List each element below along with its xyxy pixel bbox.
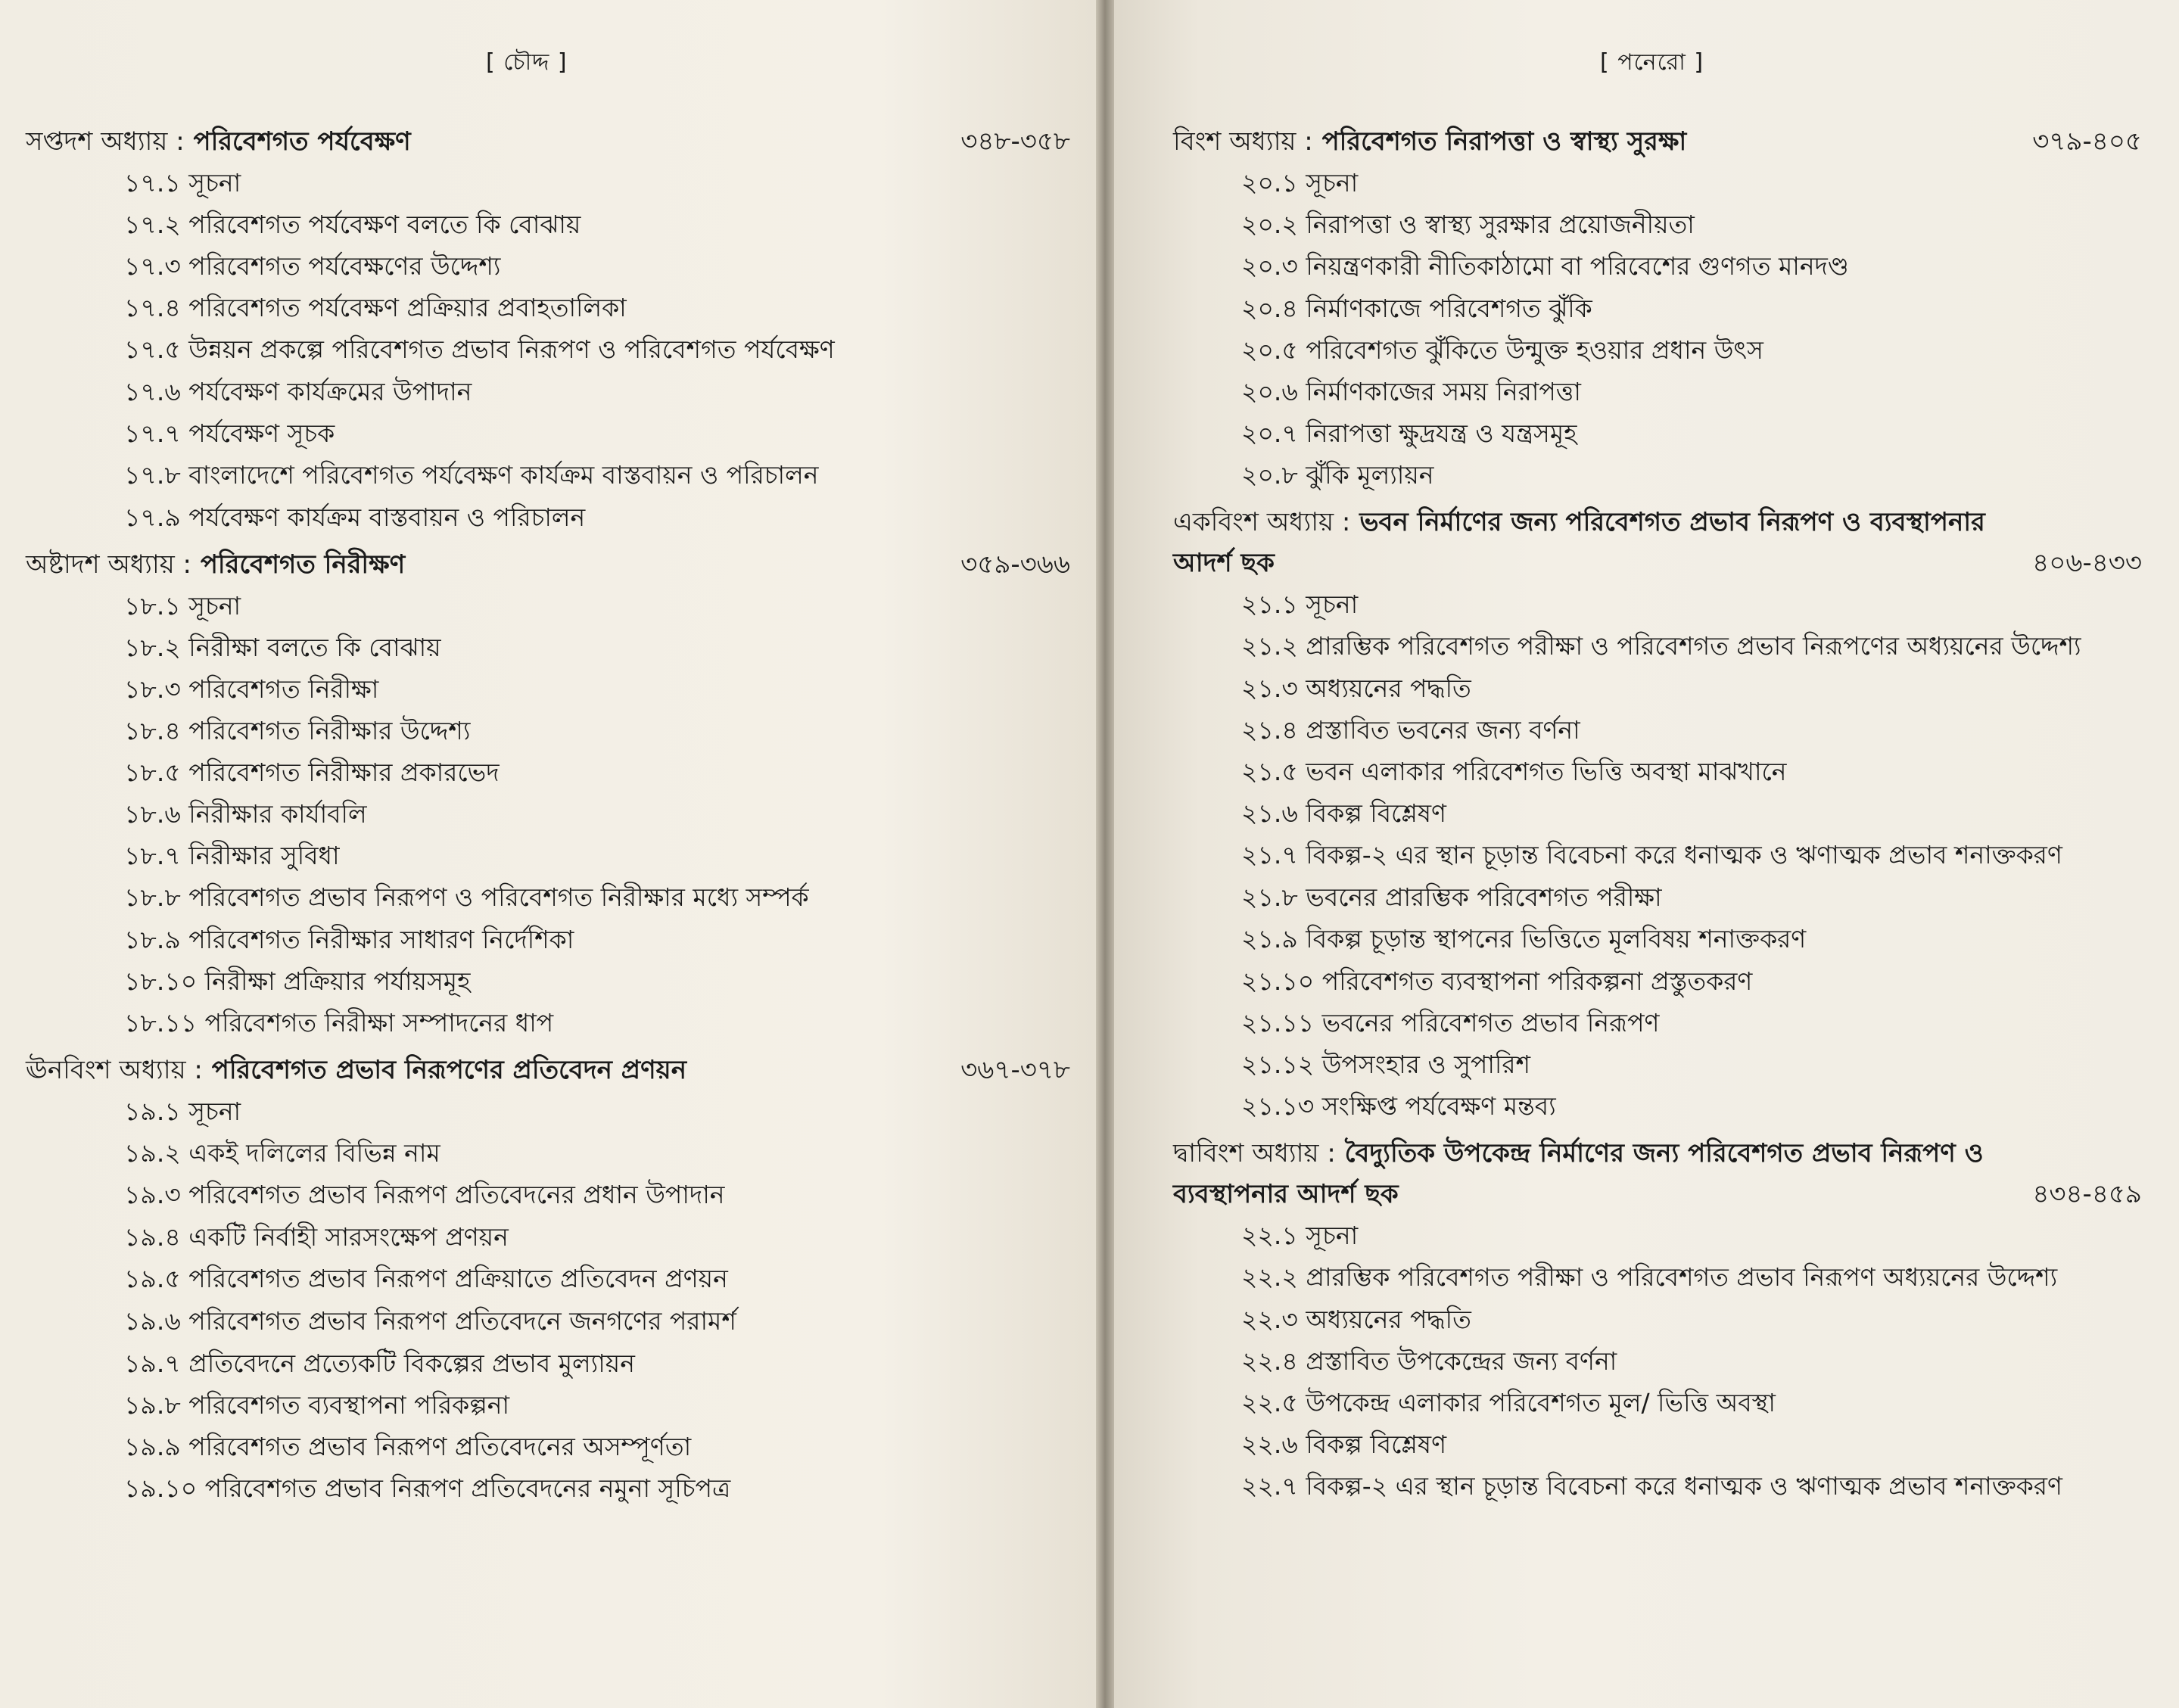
section-item: ২১.৭ বিকল্প-২ এর স্থান চূড়ান্ত বিবেচনা করে ধনাত্মক ও ঋণাত্মক প্রভাব শনাক্তকরণ bbox=[1241, 840, 2062, 870]
chapter-title: পরিবেশগত পর্যবেক্ষণ bbox=[193, 126, 411, 157]
section-item: ১৮.১০ নিরীক্ষা প্রক্রিয়ার পর্যায়সমূহ bbox=[124, 966, 471, 996]
section-item: ১৮.১ সূচনা bbox=[124, 591, 241, 621]
section-item: ২১.১৩ সংক্ষিপ্ত পর্যবেক্ষণ মন্তব্য bbox=[1241, 1091, 1556, 1121]
section-item: ২০.৬ নির্মাণকাজের সময় নিরাপত্তা bbox=[1241, 377, 1581, 406]
section-item: ২২.৪ প্রস্তাবিত উপকেন্দ্রের জন্য বর্ণনা bbox=[1241, 1346, 1617, 1376]
section-item: ১৭.৭ পর্যবেক্ষণ সূচক bbox=[124, 418, 335, 448]
section-item: ১৯.৩ পরিবেশগত প্রভাব নিরূপণ প্রতিবেদনের প্রধান উপাদান bbox=[124, 1180, 725, 1209]
section-list bbox=[26, 1090, 1078, 1510]
section-item: ২১.১২ উপসংহার ও সুপারিশ bbox=[1241, 1050, 1531, 1079]
section-item: ১৯.৯ পরিবেশগত প্রভাব নিরূপণ প্রতিবেদনের অসম্পূর্ণতা bbox=[124, 1432, 692, 1461]
section-item: ১৯.২ একই দলিলের বিভিন্ন নাম bbox=[124, 1138, 440, 1168]
section-item: ২০.৪ নির্মাণকাজে পরিবেশগত ঝুঁকি bbox=[1241, 294, 1592, 323]
section-item: ১৮.৪ পরিবেশগত নিরীক্ষার উদ্দেশ্য bbox=[124, 716, 471, 745]
section-item: ১৮.৮ পরিবেশগত প্রভাব নিরূপণ ও পরিবেশগত নিরীক্ষার মধ্যে সম্পর্ক bbox=[124, 882, 809, 912]
chapter-prefix: ঊনবিংশ অধ্যায় : bbox=[26, 1055, 203, 1085]
section-item: ২০.৩ নিয়ন্ত্রণকারী নীতিকাঠামো বা পরিবেশের গুণগত মানদণ্ড bbox=[1241, 251, 1849, 281]
section-item: ২০.৫ পরিবেশগত ঝুঁকিতে উন্মুক্ত হওয়ার প্রধান উৎস bbox=[1241, 335, 1763, 365]
section-list bbox=[1173, 583, 2149, 1127]
section-item: ২২.১ সূচনা bbox=[1241, 1221, 1359, 1250]
section-list bbox=[1173, 1215, 2149, 1507]
right-page bbox=[1114, 0, 2179, 1708]
section-item: ১৮.৭ নিরীক্ষার সুবিধা bbox=[124, 841, 340, 870]
section-item: ২২.৫ উপকেন্দ্র এলাকার পরিবেশগত মূল/ ভিত্তি অবস্থা bbox=[1241, 1388, 1776, 1417]
chapter-heading bbox=[26, 544, 1078, 585]
chapter-title: পরিবেশগত নিরীক্ষণ bbox=[200, 549, 406, 580]
section-item: ১৮.৬ নিরীক্ষার কার্যাবলি bbox=[124, 799, 367, 829]
chapter-entry bbox=[1173, 121, 2149, 496]
table-of-contents bbox=[26, 121, 1078, 1516]
section-item: ১৮.৩ পরিবেশগত নিরীক্ষা bbox=[124, 674, 379, 704]
section-item: ১৭.১ সূচনা bbox=[124, 168, 241, 198]
section-item: ১৯.৫ পরিবেশগত প্রভাব নিরূপণ প্রক্রিয়াতে প্রতিবেদন প্রণয়ন bbox=[124, 1264, 728, 1293]
section-item: ১৯.১ সূচনা bbox=[124, 1097, 241, 1126]
chapter-entry bbox=[26, 121, 1078, 538]
chapter-entry bbox=[26, 544, 1078, 1044]
page-number: [ চৌদ্দ ] bbox=[486, 49, 568, 76]
section-item: ২০.৮ ঝুঁকি মূল্যায়ন bbox=[1241, 460, 1434, 490]
section-item: ২২.২ প্রারম্ভিক পরিবেশগত পরীক্ষা ও পরিবেশগত প্রভাব নিরূপণ অধ্যয়নের উদ্দেশ্য bbox=[1241, 1262, 2058, 1292]
table-of-contents bbox=[1173, 121, 2149, 1514]
chapter-title: ভবন নির্মাণের জন্য পরিবেশগত প্রভাব নিরূপণ ও ব্যবস্থাপনার আদর্শ ছক bbox=[1173, 507, 1985, 578]
section-item: ১৯.৪ একটি নির্বাহী সারসংক্ষেপ প্রণয়ন bbox=[124, 1222, 509, 1252]
section-item: ১৭.৪ পরিবেশগত পর্যবেক্ষণ প্রক্রিয়ার প্রবাহতালিকা bbox=[124, 293, 627, 322]
chapter-page-range: ৪৩৪-৪৫৯ bbox=[2032, 1179, 2142, 1209]
section-item: ১৭.২ পরিবেশগত পর্যবেক্ষণ বলতে কি বোঝায় bbox=[124, 210, 581, 239]
section-item: ২২.৩ অধ্যয়নের পদ্ধতি bbox=[1241, 1305, 1471, 1334]
section-item: ২০.১ সূচনা bbox=[1241, 168, 1359, 198]
chapter-entry bbox=[1173, 502, 2149, 1127]
chapter-prefix: দ্বাবিংশ অধ্যায় : bbox=[1173, 1138, 1336, 1168]
section-item: ২১.৬ বিকল্প বিশ্লেষণ bbox=[1241, 798, 1447, 828]
section-list bbox=[1173, 162, 2149, 496]
chapter-page-range: ৩৪৮-৩৫৮ bbox=[960, 126, 1070, 157]
section-item: ১৯.১০ পরিবেশগত প্রভাব নিরূপণ প্রতিবেদনের নমুনা সূচিপত্র bbox=[124, 1473, 731, 1503]
section-item: ২১.৫ ভবন এলাকার পরিবেশগত ভিত্তি অবস্থা মাঝখানে bbox=[1241, 757, 1787, 786]
chapter-entry bbox=[26, 1050, 1078, 1510]
section-item: ১৮.১১ পরিবেশগত নিরীক্ষা সম্পাদনের ধাপ bbox=[124, 1008, 554, 1038]
chapter-heading bbox=[1173, 121, 2149, 162]
chapter-page-range: ৩৫৯-৩৬৬ bbox=[960, 549, 1070, 580]
section-item: ২১.৮ ভবনের প্রারম্ভিক পরিবেশগত পরীক্ষা bbox=[1241, 882, 1662, 912]
chapter-page-range: ৪০৬-৪৩৩ bbox=[2032, 548, 2142, 578]
section-item: ২২.৭ বিকল্প-২ এর স্থান চূড়ান্ত বিবেচনা করে ধনাত্মক ও ঋণাত্মক প্রভাব শনাক্তকরণ bbox=[1241, 1471, 2062, 1501]
section-item: ১৭.৩ পরিবেশগত পর্যবেক্ষণের উদ্দেশ্য bbox=[124, 251, 501, 281]
section-item: ২১.৩ অধ্যয়নের পদ্ধতি bbox=[1241, 674, 1471, 703]
section-item: ১৭.৬ পর্যবেক্ষণ কার্যক্রমের উপাদান bbox=[124, 377, 472, 406]
chapter-title: পরিবেশগত নিরাপত্তা ও স্বাস্থ্য সুরক্ষা bbox=[1321, 126, 1687, 157]
section-item: ১৯.৬ পরিবেশগত প্রভাব নিরূপণ প্রতিবেদনে জনগণের পরামর্শ bbox=[124, 1306, 736, 1336]
chapter-prefix: সপ্তদশ অধ্যায় : bbox=[26, 126, 185, 157]
section-item: ২১.৪ প্রস্তাবিত ভবনের জন্য বর্ণনা bbox=[1241, 715, 1580, 745]
section-item: ২২.৬ বিকল্প বিশ্লেষণ bbox=[1241, 1430, 1447, 1459]
section-list bbox=[26, 162, 1078, 538]
section-item: ২০.৭ নিরাপত্তা ক্ষুদ্রযন্ত্র ও যন্ত্রসমূহ bbox=[1241, 418, 1577, 448]
chapter-entry bbox=[1173, 1133, 2149, 1507]
section-item: ২১.১০ পরিবেশগত ব্যবস্থাপনা পরিকল্পনা প্রস্তুতকরণ bbox=[1241, 966, 1753, 996]
section-item: ১৯.৮ পরিবেশগত ব্যবস্থাপনা পরিকল্পনা bbox=[124, 1390, 510, 1420]
chapter-heading bbox=[26, 121, 1078, 162]
chapter-page-range: ৩৬৭-৩৭৮ bbox=[960, 1055, 1070, 1085]
section-item: ২১.২ প্রারম্ভিক পরিবেশগত পরীক্ষা ও পরিবেশগত প্রভাব নিরূপণের অধ্যয়নের উদ্দেশ্য bbox=[1241, 631, 2081, 661]
section-item: ১৯.৭ প্রতিবেদনে প্রত্যেকটি বিকল্পের প্রভাব মুল্যায়ন bbox=[124, 1349, 635, 1378]
chapter-prefix: বিংশ অধ্যায় : bbox=[1173, 126, 1313, 157]
section-item: ২০.২ নিরাপত্তা ও স্বাস্থ্য সুরক্ষার প্রয়োজনীয়তা bbox=[1241, 210, 1695, 239]
page-number: [ পনেরো ] bbox=[1600, 49, 1704, 76]
chapter-title: বৈদ্যুতিক উপকেন্দ্র নির্মাণের জন্য পরিবেশগত প্রভাব নিরূপণ ও ব্যবস্থাপনার আদর্শ ছক bbox=[1173, 1138, 1984, 1209]
book-gutter bbox=[1096, 0, 1114, 1708]
chapter-page-range: ৩৭৯-৪০৫ bbox=[2032, 126, 2142, 157]
section-list bbox=[26, 585, 1078, 1044]
chapter-heading bbox=[1173, 1133, 2149, 1215]
section-item: ১৭.৫ উন্নয়ন প্রকল্পে পরিবেশগত প্রভাব নিরূপণ ও পরিবেশগত পর্যবেক্ষণ bbox=[124, 334, 835, 364]
section-item: ১৭.৮ বাংলাদেশে পরিবেশগত পর্যবেক্ষণ কার্যক্রম বাস্তবায়ন ও পরিচালন bbox=[124, 460, 819, 490]
chapter-prefix: অষ্টাদশ অধ্যায় : bbox=[26, 549, 191, 580]
section-item: ১৮.২ নিরীক্ষা বলতে কি বোঝায় bbox=[124, 633, 441, 662]
chapter-prefix: একবিংশ অধ্যায় : bbox=[1173, 507, 1351, 537]
section-item: ১৭.৯ পর্যবেক্ষণ কার্যক্রম বাস্তবায়ন ও পরিচালন bbox=[124, 502, 586, 532]
chapter-title: পরিবেশগত প্রভাব নিরূপণের প্রতিবেদন প্রণয়ন bbox=[211, 1055, 686, 1085]
chapter-heading bbox=[26, 1050, 1078, 1090]
section-item: ১৮.৯ পরিবেশগত নিরীক্ষার সাধারণ নির্দেশিকা bbox=[124, 925, 574, 954]
section-item: ১৮.৫ পরিবেশগত নিরীক্ষার প্রকারভেদ bbox=[124, 758, 500, 787]
section-item: ২১.১ সূচনা bbox=[1241, 590, 1359, 619]
section-item: ২১.৯ বিকল্প চূড়ান্ত স্থাপনের ভিত্তিতে মূলবিষয় শনাক্তকরণ bbox=[1241, 924, 1807, 954]
chapter-heading bbox=[1173, 502, 2149, 583]
section-item: ২১.১১ ভবনের পরিবেশগত প্রভাব নিরূপণ bbox=[1241, 1008, 1660, 1038]
